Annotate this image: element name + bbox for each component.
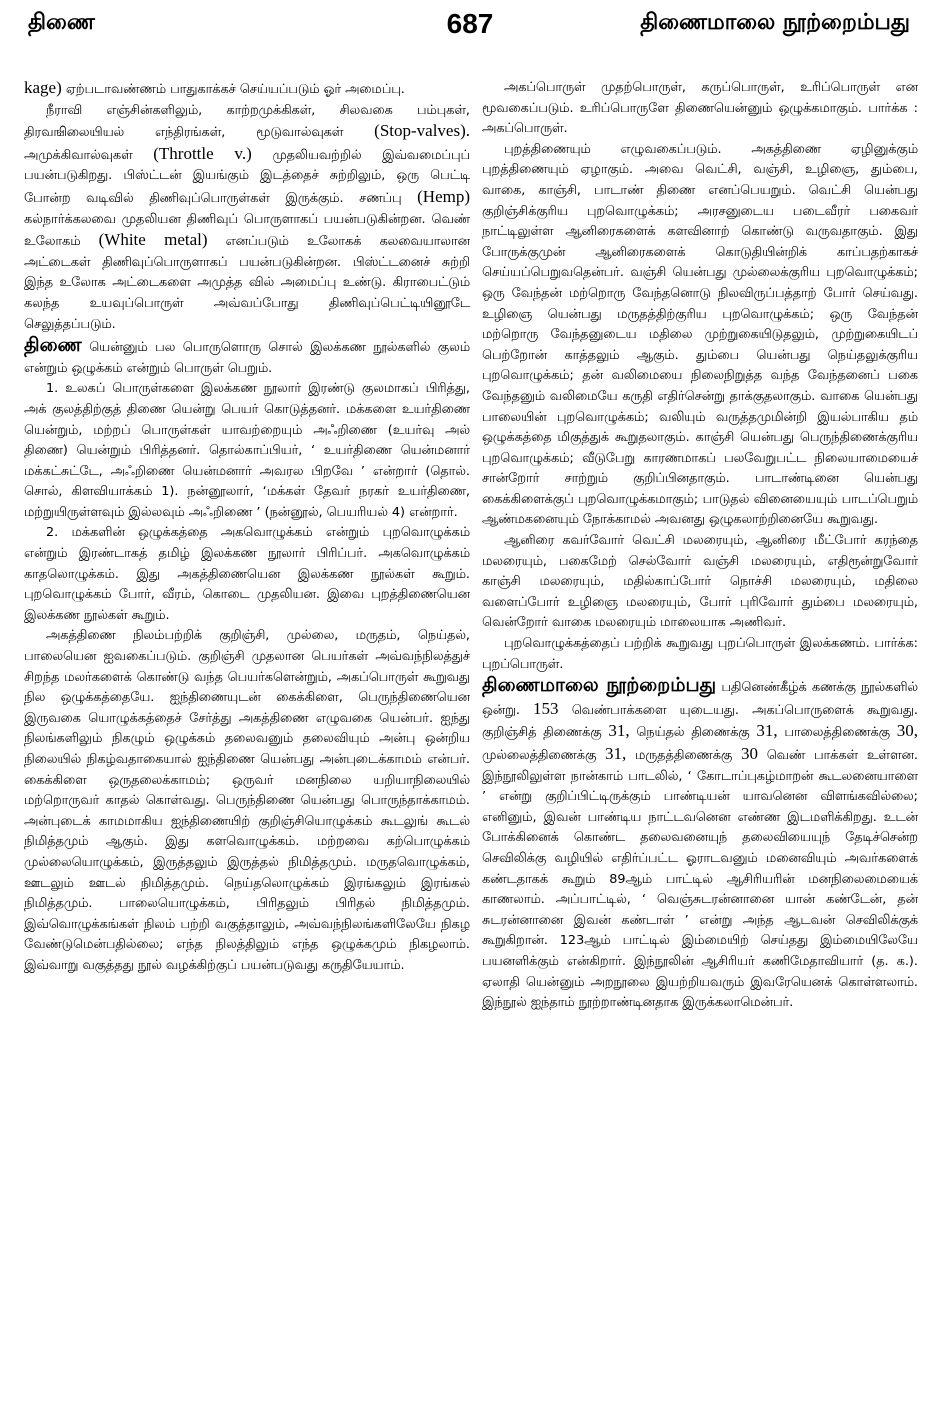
number: 31, — [605, 744, 627, 763]
paragraph: 2. மக்களின் ஒழுக்கத்தை அகவொழுக்கம் என்றும் புறவொழுக்கம் என்றும் இரண்டாகத் தமிழ் இலக்கண நூலார் பிரிப்பர். அகவொழுக்கம் காதலொழுக்கம். இது அகத்திணையென இலக்கண நூல்கள் கூறும். புறவொழுக்கம் போர், வீரம், கொடை முதலியன. இவை புறத்திணையென இலக்கண நூல்கள் கூறும். — [24, 525, 470, 623]
text: மருதத்திணைக்கு — [626, 748, 741, 763]
number: 31, — [756, 721, 778, 741]
text: கல்நார்க்கலவை முதலியன திணிவுப் பொருளாகப் பயன்படுகின்றன. வெண் உலோகம் — [24, 211, 470, 250]
text: நெய்தல் திணைக்கு — [629, 725, 757, 741]
left-column — [24, 78, 470, 1398]
text: அமுக்கிவால்வுகள் — [24, 147, 154, 163]
text: நீராவி எஞ்சின்களிலும், காற்றமுக்கிகள், சிலவகை பம்புகள், திரவஙிலையியல் எந்திரங்கள், மூடுவால்வுகள் — [24, 102, 470, 141]
paragraph: புறத்திணையும் எழுவகைப்படும். அகத்திணை ஏழினுக்கும் புறத்திணையும் ஏழாகும். அவை வெட்சி, வஞ்சி, உழிஞை, தும்பை, வாகை, காஞ்சி, பாடாண் திணை எனப்பெயறும். வெட்சி யென்பது குறிஞ்சிக்குரிய புறவொழுக்கம்; அரசனுடைய படைவீரர் பகைவர் நாட்டிலுள்ள ஆனிரைகளைக் களவினாற் கொண்டு வருவதாகும். இது போருக்குமுன் ஆனிரைகளைக் கொடுதியின்றிக் காப்பதற்காகச் செய்யப்பெறுவதென்பர். வஞ்சி யென்பது முல்லைக்குரிய புறவொழுக்கம்; ஒரு வேந்தன் மற்றொரு வேந்தனொடு நிலவிருப்பத்தாற் போர் செய்வது. உழிஞை யென்பது மருதத்திற்குரிய புறவொழுக்கம்; ஒரு வேந்தன் மற்றொரு வேந்தனுடைய மதிலை முற்றுகையிடுதலும், முற்றுகையிடப் பெற்றோன் காத்தலும் ஆகும். தும்பை யென்பது நெய்தலுக்குரிய புறவொழுக்கம்; தன் வலிமையை நிலைநிறுத்த வந்த வேந்தனைப் பகை வேந்தனும் வலிமையே கருதி எதிர்சென்று தாக்குதலாகும். வாகை யென்பது பாலையின் புறவொழுக்கம்; வலியும் வருத்தமுமின்றி இயல்பாகிய தம் ஒழுக்கத்தை மிகுத்துக் கூறுதலாகும். காஞ்சி யென்பது பெருந்திணைக்குரிய புறவொழுக்கம்; வீடுபேறு காரணமாகப் பலவேறுபட்ட நிலையாமையைச் சான்றோர் சாற்றும் குறிப்பினதாகும். பாடாண்டினை யென்பது கைக்கிளைக்குப் புறவொழுக்கமாகும்; பாடுதல் வினையையும் பாடப்பெறும் ஆண்மகனையும் நோக்காமல் அவனது ஒழுகலாற்றினையே கூறுவது. — [482, 141, 918, 528]
paragraph: புறவொழுக்கத்தைப் பற்றிக் கூறுவது புறப்பொருள் இலக்கணம். பார்க்க: புறப்பொருள். — [482, 636, 918, 672]
english-term: (Hemp) — [417, 186, 470, 206]
entry-headword: திணைமாலை நூற்றைம்பது — [482, 674, 717, 697]
page-header — [22, 8, 918, 48]
english-term: (Throttle v.) — [153, 143, 252, 163]
english-term: (Stop-valves). — [374, 121, 470, 141]
running-head-left: திணை — [28, 10, 95, 35]
number: 30, — [896, 721, 918, 741]
right-column — [482, 78, 918, 1338]
number: 30 — [740, 744, 758, 763]
text: பாலைத்திணைக்கு — [777, 725, 897, 741]
text: பதினெண்கீழ்க் கணக்கு நூல்களில் ஒன்று. — [482, 680, 918, 718]
entry — [24, 335, 470, 379]
paragraph: ஆனிரை கவர்வோர் வெட்சி மலரையும், ஆனிரை மீட்போர் கரந்தை மலரையும், பகைமேற் செல்வோர் வஞ்சி மலரையும், எதிரூன்றுவோர் காஞ்சி மலரையும், மதில்காப்போர் நொச்சி மலரையும், மதிலை வளைப்போர் உழிஞை மலரையும், போர் புரிவோர் தும்பை மலரையும், வென்றோர் வாகை மலரையும் மாலையாக அணிவர். — [482, 533, 918, 631]
text: யென்னும் பல பொருளொரு சொல் இலக்கண நூல்களில் குலம் என்றும் ஒழுக்கம் என்றும் பொருள் பெறும். — [24, 340, 470, 376]
text: வெண்பாக்களை யுடையது. அகப்பொருளைக் கூறுவது. குறிஞ்சித் திணைக்கு — [482, 702, 918, 741]
paragraph: அகத்திணை நிலம்பற்றிக் குறிஞ்சி, முல்லை, மருதம், நெய்தல், பாலையென ஐவகைப்படும். குறிஞ்சி முதலான பெயர்கள் அவ்வந்நிலத்துச் சிறந்த மலர்களைக் கொண்டு வந்த பெயர்களென்றும், அகப்பொருள் கூறுவது நில ஒழுக்கத்தையே. ஐந்திணையுடன் கைக்கிளை, பெருந்திணையென இருவகை யொழுக்கத்தைச் சேர்த்து அகத்திணை எழுவகை யென்பர். ஐந்து நிலங்களிலும் நிகழும் ஒழுக்கம் தலைவனும் தலைவியும் அன்பு ஒன்றிய நிலையில் நிகழ்வதாகையால் ஐந்திணை யென்பது அன்புடைக்காமம் என்பர். கைக்கிளை ஒருதலைக்காமம்; ஒருவர் மனநிலை யறியாநிலையில் மற்றொருவர் காதல் கொள்வது. பெருந்திணை யென்பது பொருந்தாக்காமம். அன்புடைக் காமமாகிய ஐந்திணையிற் குறிஞ்சியொழுக்கம் கூடலுங் கூடல் நிமித்தமும் ஆகும். இது களவொழுக்கம். மற்றவை கற்பொழுக்கம் முல்லையொழுக்கம், இருத்தலும் இருத்தல் நிமித்தமும். மருதவொழுக்கம், ஊடலும் ஊடல் நிமித்தமும். நெய்தலொழுக்கம் இரங்கலும் இரங்கல் நிமித்தமும். பாலையொழுக்கம், பிரிதலும் பிரிதல் நிமித்தமும். இவ்வொழுக்கங்கள் நிலம் பற்றி வகுத்தாலும், அவ்வந்நிலங்களிலேயே நிகழ வேண்டுமென்பதில்லை; எந்த நிலத்திலும் எந்த ஒழுக்கமும் நிகழலாம். இவ்வாறு வகுத்தது நூல் வழக்கிற்குப் பயன்படுவது கருதியேயாம். — [24, 628, 470, 973]
running-head-right: திணைமாலை நூற்றைம்பது — [640, 10, 910, 35]
entry — [482, 675, 918, 1014]
paragraph: அகப்பொருள் முதற்பொருள், கருப்பொருள், உரிப்பொருள் என மூவகைப்படும். உரிப்பொருளே திணையென்னும் ஒழுக்கமாகும். பார்க்க : அகப்பொருள். — [482, 80, 918, 137]
paragraph — [24, 101, 470, 336]
text: முல்லைத்திணைக்கு — [482, 748, 606, 763]
number: 31, — [608, 721, 630, 741]
entry-headword: திணை — [24, 334, 82, 357]
text: முதலியவற்றில் இவ்வமைப்புப் பயன்படுகிறது. பிஸ்ட்டன் இயங்கும் இடத்தைச் சுற்றிலும், ஒரு பெட்டி போன்ற வடிவில் திணிவுப்பொருள்கள் இருக்கும். சணப்பு — [24, 147, 470, 206]
english-term: kage) — [24, 78, 62, 97]
paragraph — [24, 78, 470, 101]
page-number: 687 — [446, 8, 494, 39]
text: வெண் பாக்கள் உள்ளன. இந்நூலிலுள்ள நான்காம் பாடலில், ‘ கோடாப்புகழ்மாறன் கூடலனையாளை ’ என்று குறிப்பிட்டிருக்கும் பாண்டியன் யாவனென விளங்கவில்லை; எனினும், இவன் பாண்டிய நாட்டவனென எண்ண இடமளிக்கிறது. உடன் போக்கினைக் கொண்ட தலைவனையுந் தலைவியையுந் தேடிச்சென்ற செவிலிக்கு வழியில் எதிர்ப்பட்ட ஓராடவனும் மனைவியும் அவர்களைக் கண்டதாகக் கூறும் 89ஆம் பாட்டில் ஆசிரியரின் மனநிலைமையைக் காணலாம். அப்பாட்டில், ‘ வெஞ்சுடரன்னானை யான் கண்டேன், தன் சுடரன்னானை இவன் கண்டாள் ’ என்று அந்த ஆடவன் செவிலிக்குக் கூறுகிறான். 123ஆம் பாட்டில் இம்மையிற் செய்தது இம்மையிலேயே பயனளிக்கும் என்கிறார். இந்நூலின் ஆசிரியர் கணிமேதாவியார் (த. க.). ஏலாதி யென்னும் அறநூலை இயற்றியவரும் இவரேயெனக் கொள்ளலாம். இந்நூல் ஐந்தாம் நூற்றாண்டினதாக இருக்கலாமென்பர். — [482, 748, 918, 1011]
english-term: (White metal) — [98, 230, 208, 250]
paragraph: 1. உலகப் பொருள்களை இலக்கண நூலார் இரண்டு குலமாகப் பிரித்து, அக் குலத்திற்குத் திணை யென்று பெயர் கொடுத்தனர். மக்களை உயர்திணை யென்றும், மற்றப் பொருள்கள் யாவற்றையும் அஃறிணை (உயர்வு அல் திணை) யென்றும் பிரித்தனர். தொல்காப்பியர், ‘ உயர்திணை யென்மனார் மக்கட்சுட்டே, அஃறிணை யென்மனார் அவரல பிறவே ’ என்றார் (தொல். சொல், கிளவியாக்கம் 1). நன்னூலார், ‘மக்கள் தேவர் நரகர் உயர்திணை, மற்றுயிருள்ளவும் இல்லவும் அஃறிணை ’ (நன்னூல், பெயரியல் 4) என்றார். — [24, 381, 470, 520]
text: எனப்படும் உலோகக் கலவையாலான அட்டைகள் திணிவுப்பொருளாகப் பயன்படுகின்றன. பிஸ்ட்டனைச் சுற்றி இந்த உலோக அட்டைகளை அமுத்த வில் அமைப்பு உண்டு. கிராபைட்டும் கலந்த உயவுப்பொருள் அவ்வப்போது திணிவுப்பெட்டியினூடே செலுத்தப்படும். — [24, 234, 470, 332]
text: ஏற்படாவண்ணம் பாதுகாக்கச் செய்யப்படும் ஓர் அமைப்பு. — [61, 82, 405, 97]
number: 153 — [533, 698, 559, 718]
